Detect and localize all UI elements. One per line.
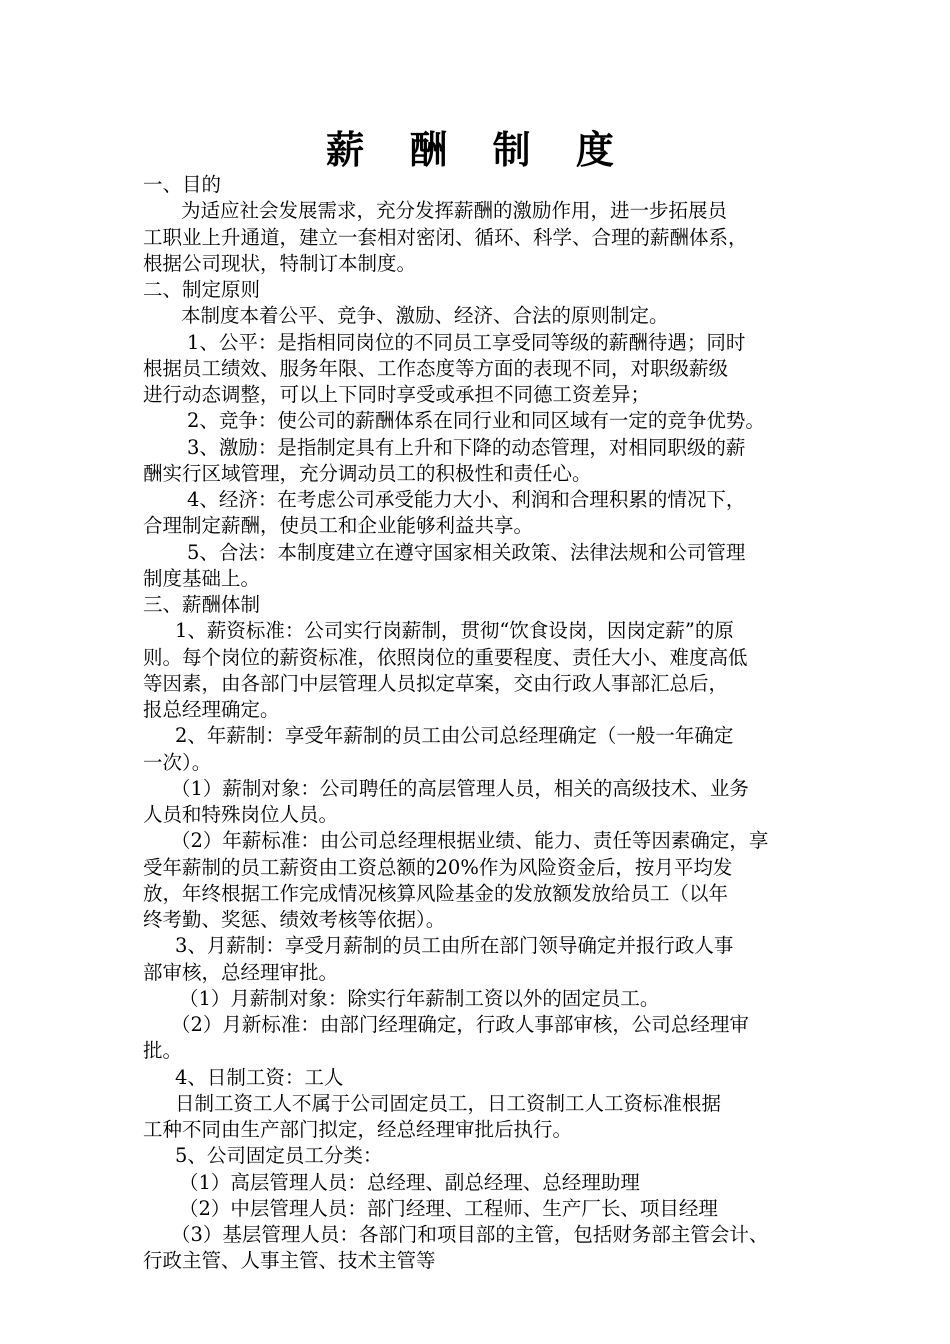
text-line: （1）月薪制对象：除实行年薪制工资以外的固定员工。 xyxy=(179,986,660,1010)
text-line: 4、日制工资：工人 xyxy=(175,1065,344,1089)
text-line: 为适应社会发展需求，充分发挥薪酬的激励作用，进一步拓展员 xyxy=(181,199,728,223)
text-line: 人员和特殊岗位人员。 xyxy=(143,803,339,826)
text-line: 工种不同由生产部门拟定，经总经理审批后执行。 xyxy=(143,1118,573,1141)
text-line: （1）高层管理人员：总经理、副总经理、总经理助理 xyxy=(179,1170,640,1194)
text-line: 制度基础上。 xyxy=(143,566,261,590)
text-line: 二、制定原则 xyxy=(143,278,261,301)
text-line: （1）薪制对象：公司聘任的高层管理人员，相关的高级技术、业务 xyxy=(171,776,749,800)
text-line: （3）基层管理人员：各部门和项目部的主管，包括财务部主管会计、 xyxy=(171,1223,769,1246)
text-line: 3、月薪制：享受月薪制的员工由所在部门领导确定并报行政人事 xyxy=(175,934,734,958)
text-line: 终考勤、奖惩、绩效考核等依据）。 xyxy=(143,908,446,931)
text-line: 行政主管、人事主管、技术主管等 xyxy=(143,1249,436,1273)
document-body xyxy=(143,172,813,1275)
text-line: 日制工资工人不属于公司固定员工，日工资制工人工资标准根据 xyxy=(175,1091,722,1115)
text-line: 批。 xyxy=(143,1039,183,1063)
text-line: 等因素，由各部门中层管理人员拟定草案，交由行政人事部汇总后， xyxy=(143,671,729,695)
text-line: 工职业上升通道，建立一套相对密闭、循环、科学、合理的薪酬体系， xyxy=(143,225,748,249)
text-line: 3、激励：是指制定具有上升和下降的动态管理，对相同职级的薪 xyxy=(187,435,746,459)
text-line: 5、公司固定员工分类： xyxy=(175,1144,383,1168)
document-title: 薪 酬 制 度 xyxy=(326,127,630,172)
text-line: 三、薪酬体制 xyxy=(143,593,261,616)
text-line: 放，年终根据工作完成情况核算风险基金的发放额发放给员工（以年 xyxy=(143,881,729,905)
text-line: 部审核，总经理审批。 xyxy=(143,960,339,984)
text-line: 1、薪资标准：公司实行岗薪制，贯彻“饮食设岗，因岗定薪”的原 xyxy=(175,619,734,643)
text-line: 则。每个岗位的薪资标准，依照岗位的重要程度、责任大小、难度高低 xyxy=(143,645,748,669)
text-line: （2）年薪标准：由公司总经理根据业绩、能力、责任等因素确定，享 xyxy=(171,829,769,853)
text-line: 2、年薪制：享受年薪制的员工由公司总经理确定（一般一年确定 xyxy=(175,724,734,748)
text-line: 5、合法：本制度建立在遵守国家相关政策、法律法规和公司管理 xyxy=(187,540,746,564)
text-line: 根据员工绩效、服务年限、工作态度等方面的表现不同，对职级薪级 xyxy=(143,356,729,380)
text-line: 根据公司现状，特制订本制度。 xyxy=(143,251,417,275)
text-line: 本制度本着公平、竞争、激励、经济、合法的原则制定。 xyxy=(181,304,669,328)
text-line: （2）中层管理人员：部门经理、工程师、生产厂长、项目经理 xyxy=(179,1196,718,1220)
text-line: 合理制定薪酬，使员工和企业能够利益共享。 xyxy=(143,514,534,538)
text-line: （2）月新标准：由部门经理确定，行政人事部审核，公司总经理审 xyxy=(171,1013,749,1036)
text-line: 4、经济：在考虑公司承受能力大小、利润和合理积累的情况下， xyxy=(187,488,746,511)
text-line: 受年薪制的员工薪资由工资总额的20%作为风险资金后，按月平均发 xyxy=(143,855,733,879)
text-line: 一次）。 xyxy=(143,750,212,774)
text-line: 进行动态调整，可以上下同时享受或承担不同德工资差异； xyxy=(143,383,651,406)
text-line: 2、竞争：使公司的薪酬体系在同行业和同区域有一定的竞争优势。 xyxy=(187,409,765,433)
text-line: 1、公平：是指相同岗位的不同员工享受同等级的薪酬待遇；同时 xyxy=(187,330,746,354)
text-line: 一、目的 xyxy=(143,173,222,196)
text-line: 报总经理确定。 xyxy=(143,698,280,721)
text-line: 酬实行区域管理，充分调动员工的积极性和责任心。 xyxy=(143,461,592,485)
